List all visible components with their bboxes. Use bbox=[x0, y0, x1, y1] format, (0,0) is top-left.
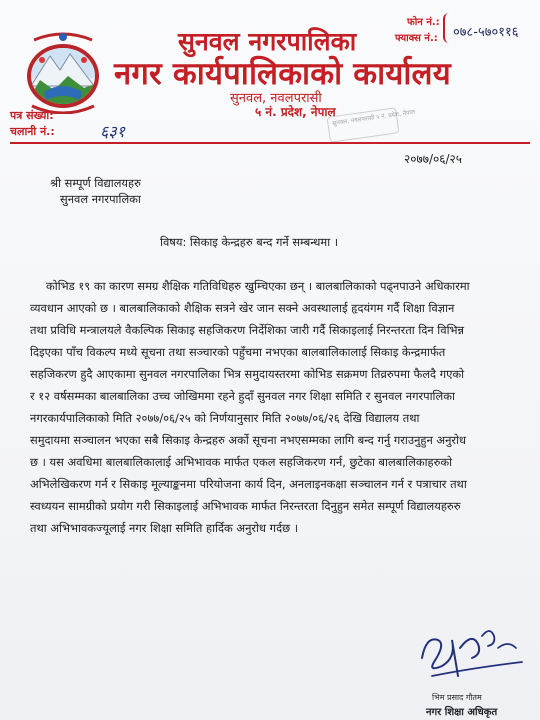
body-line: कोभिड १९ का कारण समग्र शैक्षिक गतिविधिहरु खुम्चिएका छन् । बालबालिकाको पढ्नपाउने अधिकारमा bbox=[46, 279, 470, 293]
contact-number: ०७८-५७०११६ bbox=[453, 25, 519, 40]
header-rule bbox=[10, 142, 530, 144]
dispatch-number-value: ६३१ bbox=[100, 122, 125, 141]
phone-label: फोन नं.: bbox=[407, 17, 440, 28]
contact-block bbox=[387, 12, 532, 46]
address-line-2: ५ नं. प्रदेश, नेपाल bbox=[255, 105, 336, 119]
recipient-line-2: सुनवल नगरपालिका bbox=[60, 192, 141, 206]
municipality-name: सुनवल नगरपालिका bbox=[178, 27, 357, 56]
recipient-line-1: श्री सम्पूर्ण विद्यालयहरु bbox=[50, 176, 141, 190]
body-line: समुदायमा सञ्चालन भएका सबै सिकाइ केन्द्रहरु अर्को सूचना नभएसम्मका लागि बन्द गर्नु गराउनुहुन अनुरोध bbox=[30, 433, 467, 447]
body-line: व्यवधान आएको छ । बालबालिकाको शैक्षिक सत्रने खेर जान सक्ने अवस्थालाई हृदयंगम गर्दै शिक्षा विज्ञान bbox=[30, 301, 455, 315]
signatory-name: भिम प्रसाद गौतम bbox=[432, 693, 482, 702]
body-line: स्वध्ययन सामग्रीको प्रयोग गरी सिकाइलाई अभिभावक मार्फत निरन्तरता दिनुहुन समेत सम्पूर्ण विद्यालयहरुरु bbox=[30, 499, 461, 513]
body-line: दिइएका पाँच विकल्प मध्ये सूचना तथा सञ्चारको पहुँचमा नभएका बालबालिकालाई सिकाइ केन्द्रमार्फत bbox=[30, 345, 446, 359]
municipal-emblem-icon bbox=[20, 30, 106, 114]
ref-number-label: पत्र संख्या: bbox=[10, 109, 54, 122]
letter-date: २०७७/०६/२५ bbox=[404, 152, 463, 166]
subject-line: विषय: सिकाइ केन्द्रहरु बन्द गर्ने सम्बन्धमा । bbox=[160, 235, 339, 249]
stamp-text: सुनवल, नवलपरासी ५ नं. प्रदेश, नेपाल bbox=[332, 108, 416, 128]
body-line: छ । यस अवधिमा बालबालिकालाई अभिभावक मार्फत एकल सहजिकरण गर्न, छुटेका बालबालिकाहरुको bbox=[30, 455, 453, 469]
handwritten-signature-icon bbox=[412, 618, 530, 686]
signatory-title: नगर शिक्षा अधिकृत bbox=[426, 707, 498, 718]
office-stamp bbox=[327, 107, 416, 142]
body-line: र १२ वर्षसम्मका बालबालिका उच्च जोखिममा रहने हुदाँ सुनवल नगर शिक्षा समिति र सुनवल नगरपालिका bbox=[30, 389, 455, 403]
body-line: सहजिकरण हुदै आएकामा सुनवल नगरपालिका भित्र समुदायस्तरमा कोभिड सक्रमण तिव्ररुपमा फैलदै गएको bbox=[30, 367, 465, 381]
body-line: अभिलेखिकरण गर्न र सिकाइ मूल्याङ्कनमा परियोजना कार्य दिन, अनलाइनकक्षा सञ्चालन गर्न र पत्राचार तथा bbox=[30, 477, 467, 491]
fax-label: फ्याक्स नं.: bbox=[395, 33, 438, 44]
address-line-1: सुनवल, नवलपरासी bbox=[230, 91, 322, 106]
office-name: नगर कार्यपालिकाको कार्यालय bbox=[114, 56, 451, 92]
contact-brace bbox=[443, 13, 451, 43]
body-line: तथा प्रविधि मन्त्रालयले वैकल्पिक सिकाइ सहजिकरण निर्देशिका जारी गर्दै सिकाइलाई निरन्तरता दिन विभिन्न bbox=[30, 323, 465, 337]
body-line: तथा अभिभावकज्यूलाई नगर शिक्षा समिति हार्दिक अनुरोध गर्दछ । bbox=[30, 521, 299, 535]
body-line: नगरकार्यपालिकाको मिति २०७७/०६/२५ को निर्णयानुसार मिति २०७७/०६/२६ देखि विद्यालय तथा bbox=[30, 411, 420, 425]
dispatch-number-label: चलानी नं.: bbox=[10, 125, 55, 138]
